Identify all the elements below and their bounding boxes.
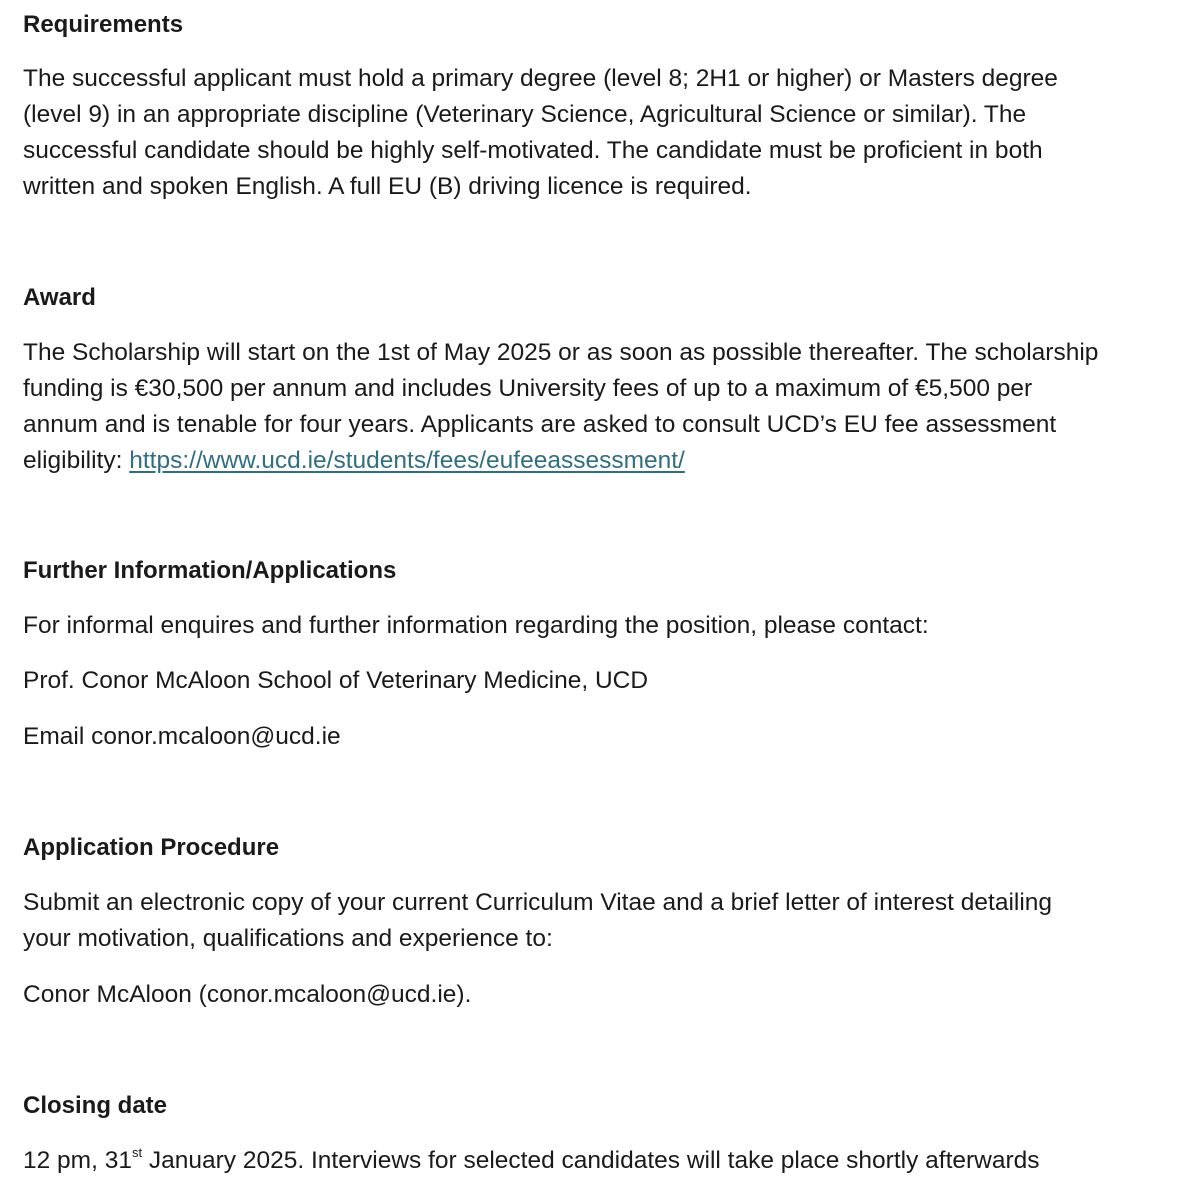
application-procedure-heading: Application Procedure <box>23 834 280 861</box>
contact-name <box>23 663 1183 699</box>
closing-date-heading: Closing date <box>23 1092 168 1119</box>
requirements-paragraph <box>23 61 1183 205</box>
application-contact <box>23 977 1183 1013</box>
contact-email <box>23 719 1183 755</box>
application-procedure-line-2: your motivation, qualifications and experience to: <box>23 925 553 952</box>
closing-date-prefix: 12 pm, 31 <box>23 1147 132 1174</box>
requirements-line-3: successful candidate should be highly self-motivated. The candidate must be proficient in both <box>23 137 1043 164</box>
eu-fee-assessment-link[interactable]: https://www.ucd.ie/students/fees/eufeeassessment/ <box>129 447 685 474</box>
application-procedure-line-1: Submit an electronic copy of your current Curriculum Vitae and a brief letter of interest detailing <box>23 889 1053 916</box>
award-line-2: funding is €30,500 per annum and includes University fees of up to a maximum of €5,500 per <box>23 375 1033 402</box>
closing-date-text <box>23 1143 1183 1179</box>
contact-email-text: Email conor.mcaloon@ucd.ie <box>23 723 341 750</box>
further-info-heading: Further Information/Applications <box>23 557 397 584</box>
closing-date-paragraph <box>23 1143 1183 1179</box>
further-info-intro-text: For informal enquires and further information regarding the position, please contact: <box>23 612 929 639</box>
requirements-heading: Requirements <box>23 11 184 38</box>
application-contact-text: Conor McAloon (conor.mcaloon@ucd.ie). <box>23 981 472 1008</box>
award-heading: Award <box>23 284 96 311</box>
award-line-3: annum and is tenable for four years. Applicants are asked to consult UCD’s EU fee assessment <box>23 411 1057 438</box>
application-procedure-paragraph <box>23 885 1183 957</box>
closing-date-ordinal: st <box>131 1144 143 1160</box>
award-paragraph <box>23 335 1183 479</box>
further-info-intro <box>23 608 1183 644</box>
contact-name-text: Prof. Conor McAloon School of Veterinary Medicine, UCD <box>23 667 649 694</box>
award-line-1: The Scholarship will start on the 1st of May 2025 or as soon as possible thereafter. The scholarship <box>23 339 1099 366</box>
requirements-line-2: (level 9) in an appropriate discipline (Veterinary Science, Agricultural Science or similar). The <box>23 101 1027 128</box>
requirements-line-4: written and spoken English. A full EU (B) driving licence is required. <box>23 173 752 200</box>
award-line-4 <box>23 443 1183 479</box>
closing-date-suffix: January 2025. Interviews for selected candidates will take place shortly afterwards <box>142 1147 1040 1174</box>
award-eligibility-label: eligibility: <box>23 447 130 474</box>
requirements-line-1: The successful applicant must hold a primary degree (level 8; 2H1 or higher) or Masters degree <box>23 65 1058 92</box>
